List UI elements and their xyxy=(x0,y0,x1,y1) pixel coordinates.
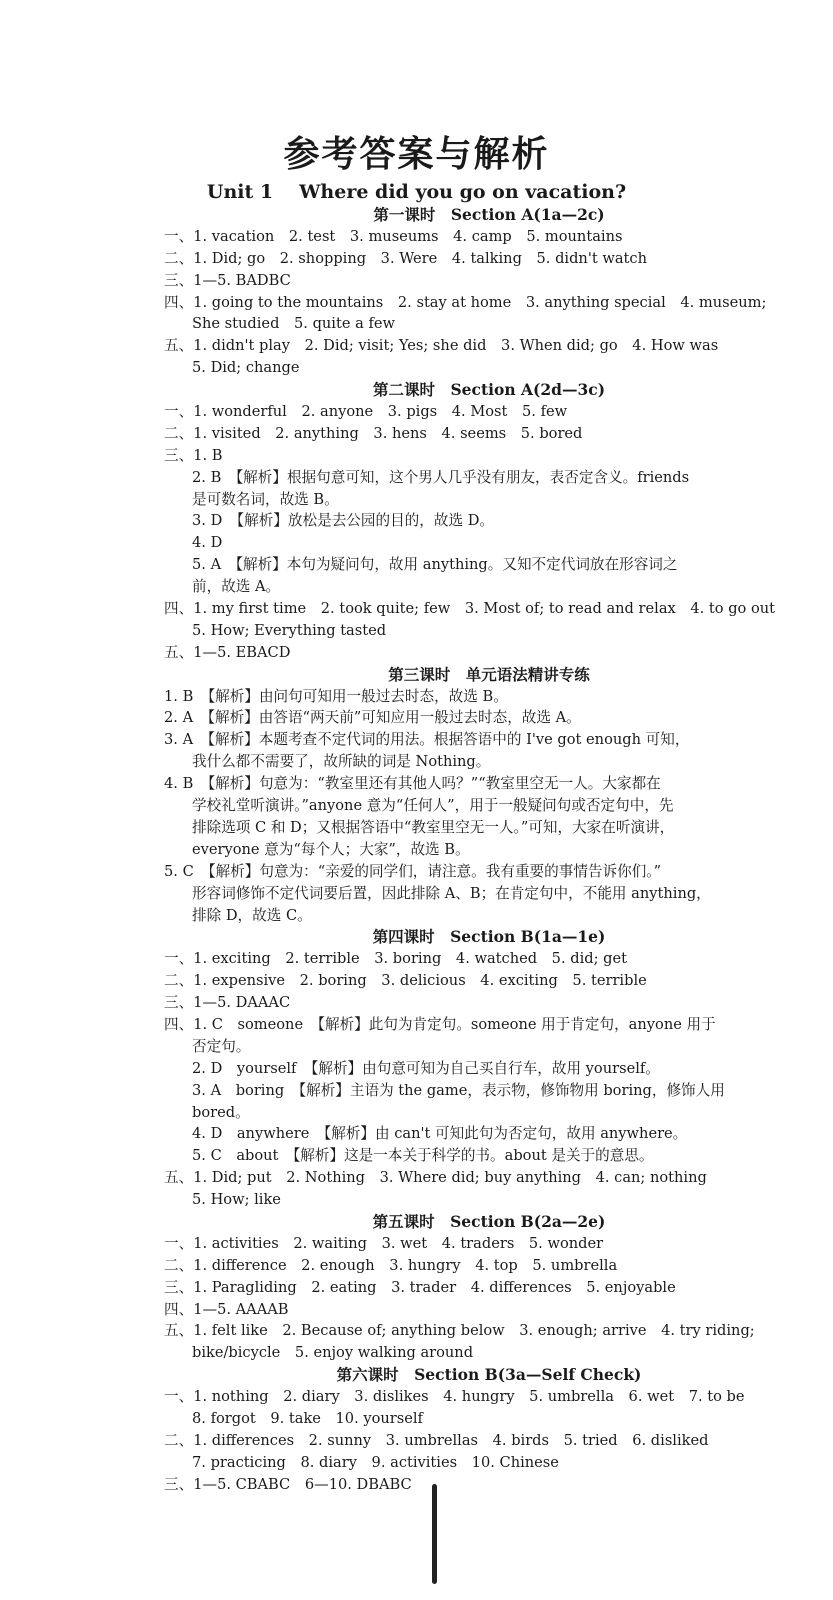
answer-line: everyone 意为“每个人；大家”，故选 B。 xyxy=(192,840,470,858)
answer-line: 排除选项 C 和 D；又根据答语中“教室里空无一人。”可知，大家在听演讲， xyxy=(192,818,675,836)
answer-line: 5. C about 【解析】这是一本关于科学的书。about 是关于的意思。 xyxy=(192,1147,654,1165)
answer-line: 五、1. didn't play 2. Did; visit; Yes; she did 3. When did; go 4. How was xyxy=(164,337,719,355)
answer-line: 5. C 【解析】句意为：“亲爱的同学们，请注意。我有重要的事情告诉你们。” xyxy=(164,862,662,880)
answer-line: 4. B 【解析】句意为：“教室里还有其他人吗？”“教室里空无一人。大家都在 xyxy=(164,775,661,793)
unit-label: Unit 1 xyxy=(206,181,274,203)
answer-line: 8. forgot 9. take 10. yourself xyxy=(192,1409,423,1427)
watermark-logo xyxy=(663,1530,813,1590)
answer-line: 三、1—5. CBABC 6—10. DBABC xyxy=(164,1475,412,1493)
answer-line: 三、1—5. BADBC xyxy=(164,271,291,289)
answer-line: 三、1—5. DAAAC xyxy=(164,994,291,1012)
lesson-heading: 第四课时 Section B(1a—1e) xyxy=(372,927,606,947)
lesson-heading: 第六课时 Section B(3a—Self Check) xyxy=(336,1365,642,1385)
answer-line: 一、1. wonderful 2. anyone 3. pigs 4. Most 5. few xyxy=(164,403,568,421)
answer-line: 三、1. B xyxy=(164,446,223,464)
answer-line: 一、1. exciting 2. terrible 3. boring 4. watched 5. did; get xyxy=(164,950,627,968)
answer-line: 二、1. difference 2. enough 3. hungry 4. top 5. umbrella xyxy=(164,1256,618,1274)
answer-line: 四、1. my first time 2. took quite; few 3. Most of; to read and relax 4. to go out xyxy=(164,600,776,618)
answer-line: 我什么都不需要了，故所缺的词是 Nothing。 xyxy=(192,753,491,771)
answer-line: 一、1. nothing 2. diary 3. dislikes 4. hungry 5. umbrella 6. wet 7. to be xyxy=(164,1388,745,1406)
answer-line: 5. How; like xyxy=(192,1191,281,1209)
answer-line: 3. A boring 【解析】主语为 the game，表示物，修饰物用 boring，修饰人用 xyxy=(192,1081,725,1099)
unit-title: Where did you go on vacation? xyxy=(299,181,627,203)
answer-line: 否定句。 xyxy=(192,1037,251,1055)
answer-line: 4. D xyxy=(192,534,223,552)
answer-line: bike/bicycle 5. enjoy walking around xyxy=(192,1344,474,1362)
answer-line: 4. D anywhere 【解析】由 can't 可知此句为否定句，故用 anywhere。 xyxy=(192,1125,688,1143)
answer-line: 2. D yourself 【解析】由句意可知为自己买自行车，故用 yourself。 xyxy=(192,1059,660,1077)
answer-line: 3. D 【解析】放松是去公园的目的，故选 D。 xyxy=(192,512,494,530)
answer-line: 是可数名词，故选 B。 xyxy=(192,490,339,508)
answer-line: 1. B 【解析】由问句可知用一般过去时态，故选 B。 xyxy=(164,687,508,705)
lesson-heading: 第一课时 Section A(1a—2c) xyxy=(373,205,605,224)
answer-line: 四、1—5. AAAAB xyxy=(164,1300,289,1318)
answer-line: 二、1. Did; go 2. shopping 3. Were 4. talking 5. didn't watch xyxy=(164,249,647,267)
answer-line: She studied 5. quite a few xyxy=(192,315,395,333)
lesson-heading: 第三课时 单元语法精讲专练 xyxy=(388,664,590,684)
answer-line: 2. A 【解析】由答语“两天前”可知应用一般过去时态，故选 A。 xyxy=(164,709,581,727)
answer-line: 二、1. differences 2. sunny 3. umbrellas 4. birds 5. tried 6. disliked xyxy=(164,1431,709,1449)
answer-line: 学校礼堂听演讲。”anyone 意为“任何人”，用于一般疑问句或否定句中，先 xyxy=(192,797,674,815)
answer-line: 四、1. going to the mountains 2. stay at home 3. anything special 4. museum; xyxy=(164,293,767,311)
answer-line: 一、1. vacation 2. test 3. museums 4. camp 5. mountains xyxy=(164,227,623,245)
answer-line: 3. A 【解析】本题考查不定代词的用法。根据答语中的 I've got enough 可知， xyxy=(164,731,690,749)
answer-line: bored。 xyxy=(192,1103,250,1121)
answer-content xyxy=(0,204,814,1496)
lesson-heading: 第五课时 Section B(2a—2e) xyxy=(372,1211,606,1231)
answer-line: 5. How; Everything tasted xyxy=(192,621,387,639)
answer-line: 三、1. Paragliding 2. eating 3. trader 4. differences 5. enjoyable xyxy=(164,1278,676,1296)
answer-line: 一、1. activities 2. waiting 3. wet 4. traders 5. wonder xyxy=(164,1234,604,1252)
answer-line: 四、1. C someone 【解析】此句为肯定句。someone 用于肯定句，anyone 用于 xyxy=(164,1015,716,1033)
answer-line: 五、1. felt like 2. Because of; anything below 3. enough; arrive 4. try riding; xyxy=(164,1322,755,1340)
answer-line: 7. practicing 8. diary 9. activities 10. Chinese xyxy=(192,1453,559,1471)
answer-line: 五、1—5. EBACD xyxy=(164,643,291,661)
answer-line: 前，故选 A。 xyxy=(192,578,281,596)
page-title: 参考答案与解析 xyxy=(283,133,550,175)
lesson-heading: 第二课时 Section A(2d—3c) xyxy=(372,380,606,400)
unit-heading xyxy=(0,181,833,203)
answer-line: 二、1. expensive 2. boring 3. delicious 4. exciting 5. terrible xyxy=(164,972,647,990)
answer-line: 5. A 【解析】本句为疑问句，故用 anything。又知不定代词放在形容词之 xyxy=(192,556,678,574)
answer-line: 五、1. Did; put 2. Nothing 3. Where did; buy anything 4. can; nothing xyxy=(164,1169,707,1187)
answer-line: 5. Did; change xyxy=(192,359,300,377)
pen-stroke-mark xyxy=(432,1484,437,1584)
answer-line: 形容词修饰不定代词要后置，因此排除 A、B；在肯定句中，不能用 anything， xyxy=(192,884,711,902)
answer-line: 2. B 【解析】根据句意可知，这个男人几乎没有朋友，表否定含义。friends xyxy=(192,468,690,486)
answer-line: 二、1. visited 2. anything 3. hens 4. seems 5. bored xyxy=(164,424,583,442)
answer-line: 排除 D，故选 C。 xyxy=(192,906,312,924)
